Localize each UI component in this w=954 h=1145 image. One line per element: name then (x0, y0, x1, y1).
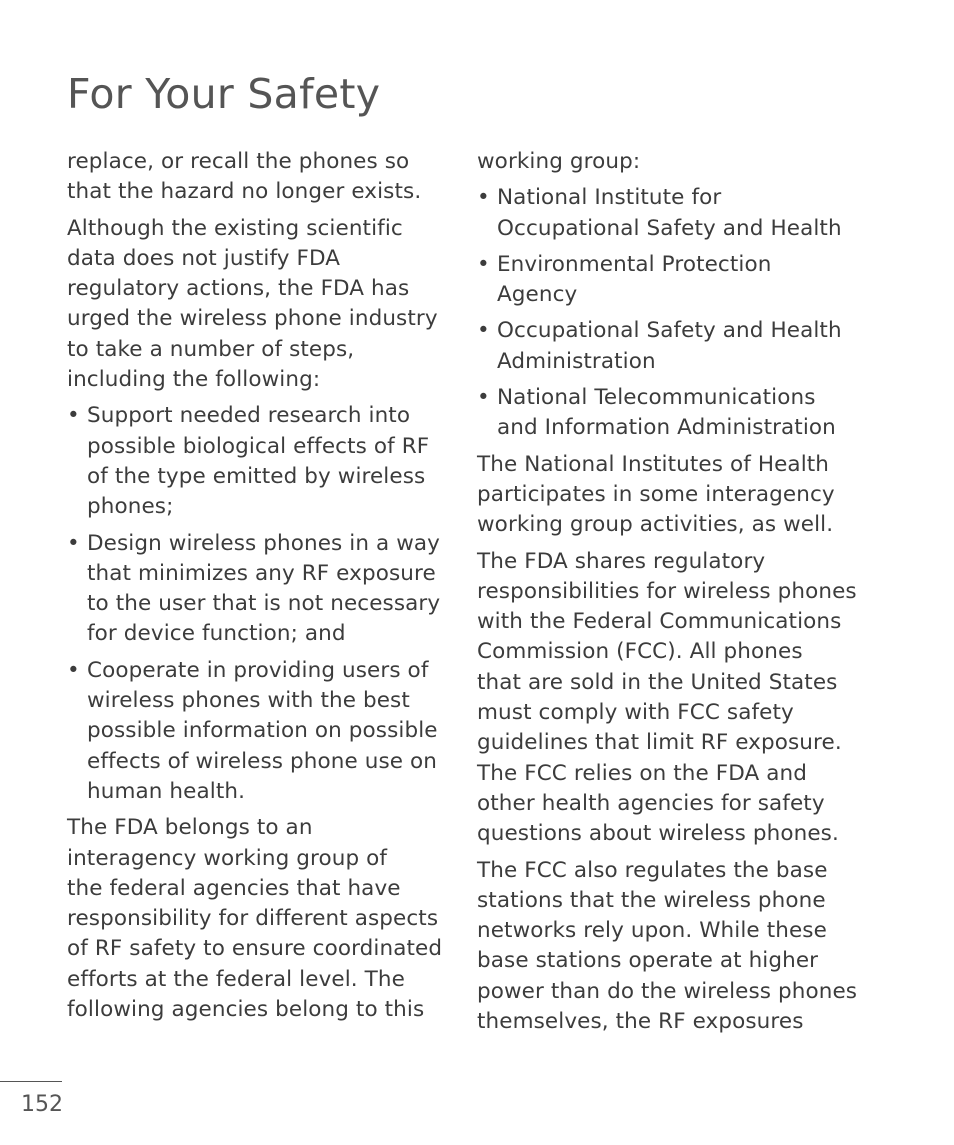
agency-list (477, 183, 867, 443)
list-item: • Environmental Protection Agency (477, 251, 772, 308)
page-title: For Your Safety (67, 70, 381, 118)
bullet-icon: • (477, 185, 490, 211)
paragraph: The FCC also regulates the base stations that the wireless phone networks rely upon. While these base stations operate at higher power than do the wireless phones themselves, the RF exposures (477, 857, 858, 1035)
bullet-icon: • (477, 251, 490, 277)
bullet-icon: • (67, 657, 80, 683)
paragraph: The National Institutes of Health participates in some interagency working group activities, as well. (477, 451, 835, 538)
bullet-icon: • (67, 530, 80, 556)
bullet-list (67, 401, 457, 807)
left-column (67, 147, 457, 1031)
paragraph: The FDA belongs to an interagency working group of the federal agencies that have responsibility for different aspects of RF safety to ensure coordinated efforts at the federal level. The following agencies belong to this (67, 815, 443, 1023)
list-item: • National Institute for Occupational Safety and Health (477, 185, 842, 241)
paragraph: replace, or recall the phones so that the hazard no longer exists. (67, 149, 422, 205)
list-item: • Cooperate in providing users of wireless phones with the best possible information on possible effects of wireless phone use on human health. (67, 657, 438, 804)
list-item: • Support needed research into possible biological effects of RF of the type emitted by wireless phones; (67, 403, 430, 520)
right-column (477, 147, 867, 1043)
bullet-icon: • (477, 385, 490, 411)
footer-divider (0, 1081, 62, 1082)
paragraph: working group: (477, 149, 641, 174)
paragraph: Although the existing scientific data does not justify FDA regulatory actions, the FDA has urged the wireless phone industry to take a number of steps, including the following: (67, 215, 438, 393)
page-number: 152 (21, 1092, 63, 1117)
bullet-icon: • (67, 403, 80, 429)
list-item: • Occupational Safety and Health Administration (477, 318, 842, 374)
list-item: • Design wireless phones in a way that minimizes any RF exposure to the user that is not necessary for device function; and (67, 530, 441, 647)
paragraph: The FDA shares regulatory responsibilities for wireless phones with the Federal Communications Commission (FCC). All phones that are sold in the United States must comply with FCC safety guidelines that limit RF exposure. The FCC relies on the FDA and other health agencies for safety questions about wireless phones. (477, 548, 857, 847)
bullet-icon: • (477, 318, 490, 344)
list-item: • National Telecommunications and Information Administration (477, 385, 836, 441)
